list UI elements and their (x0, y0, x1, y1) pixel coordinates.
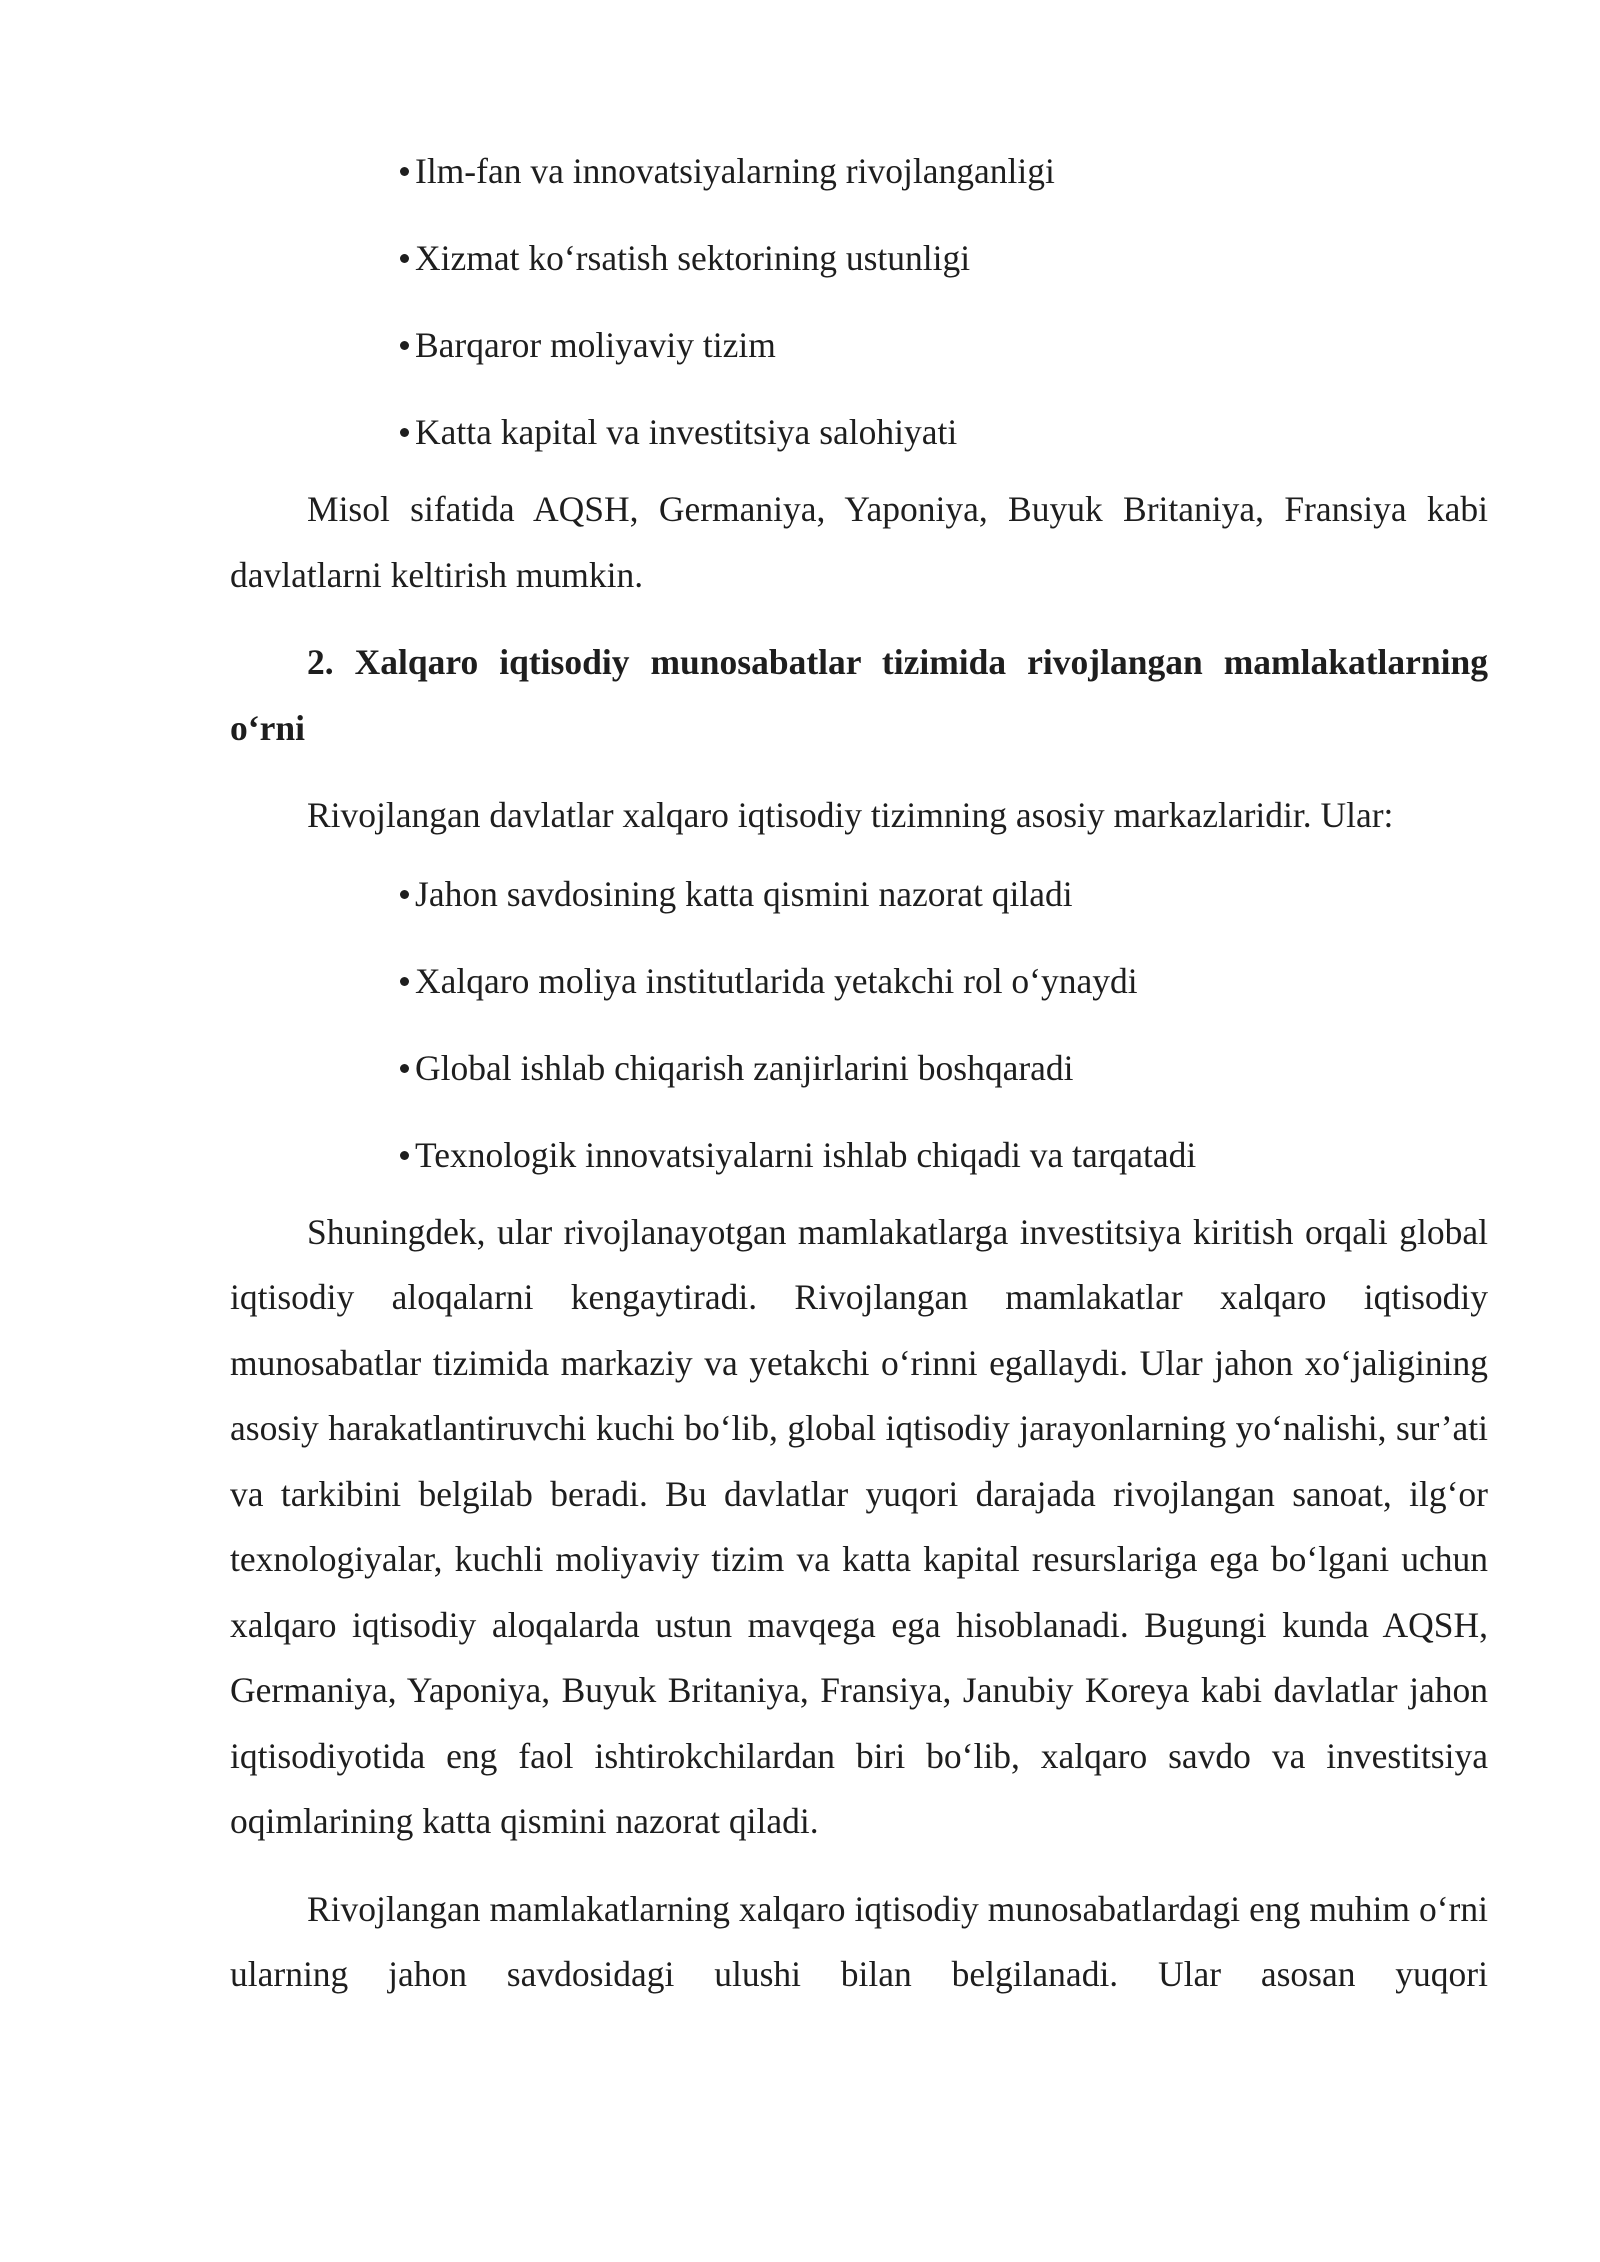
list-item: Barqaror moliyaviy tizim (400, 322, 1488, 368)
bullet-icon (400, 428, 409, 437)
paragraph-intro: Rivojlangan davlatlar xalqaro iqtisodiy tizimning asosiy markazlaridir. Ular: (307, 795, 1394, 835)
list-item: Katta kapital va investitsiya salohiyati (400, 409, 1488, 455)
list-item: Xalqaro moliya institutlarida yetakchi rol o‘ynaydi (400, 958, 1488, 1004)
section-heading: 2. Xalqaro iqtisodiy munosabatlar tizimida rivojlangan mamlakatlarning o‘rni (230, 642, 1488, 748)
list-item: Ilm-fan va innovatsiyalarning rivojlanganligi (400, 148, 1488, 194)
bullet-icon (400, 890, 409, 899)
bullet-icon (400, 167, 409, 176)
list-item: Texnologik innovatsiyalarni ishlab chiqadi va tarqatadi (400, 1132, 1488, 1178)
paragraph-main: Shuningdek, ular rivojlanayotgan mamlakatlarga investitsiya kiritish orqali global iqtisodiy aloqalarni kengaytiradi. Rivojlangan mamlakatlar xalqaro iqtisodiy munosabatlar tizimida markaziy va yetakchi o‘rinni egallaydi. Ular jahon xo‘jaligining asosiy harakatlantiruvchi kuchi bo‘lib, global iqtisodiy jarayonlarning yo‘nalishi, sur’ati va tarkibini belgilab beradi. Bu davlatlar yuqori darajada rivojlangan sanoat, ilg‘or texnologiyalar, kuchli moliyaviy tizim va katta kapital resurslariga ega bo‘lgani uchun xalqaro iqtisodiy aloqalarda ustun mavqega ega hisoblanadi. Bugungi kunda AQSH, Germaniya, Yaponiya, Buyuk Britaniya, Fransiya, Janubiy Koreya kabi davlatlar jahon iqtisodiyotida eng faol ishtirokchilardan biri bo‘lib, xalqaro savdo va investitsiya oqimlarining katta qismini nazorat qiladi. (230, 1211, 1488, 1841)
bullet-icon (400, 1151, 409, 1160)
bullet-list-features (230, 148, 1488, 455)
bullet-icon (400, 254, 409, 263)
bullet-icon (400, 341, 409, 350)
bullet-icon (400, 1064, 409, 1073)
list-item: Xizmat ko‘rsatish sektorining ustunligi (400, 235, 1488, 281)
bullet-icon (400, 977, 409, 986)
bullet-list-roles (230, 871, 1488, 1178)
paragraph-last: Rivojlangan mamlakatlarning xalqaro iqtisodiy munosabatlardagi eng muhim o‘rni ularning jahon savdosidagi ulushi bilan belgilanadi. Ular asosan yuqori (230, 1888, 1488, 1994)
document-page (230, 148, 1488, 2008)
list-item: Jahon savdosining katta qismini nazorat qiladi (400, 871, 1488, 917)
paragraph-examples: Misol sifatida AQSH, Germaniya, Yaponiya, Buyuk Britaniya, Fransiya kabi davlatlarni keltirish mumkin. (230, 489, 1488, 595)
list-item: Global ishlab chiqarish zanjirlarini boshqaradi (400, 1045, 1488, 1091)
